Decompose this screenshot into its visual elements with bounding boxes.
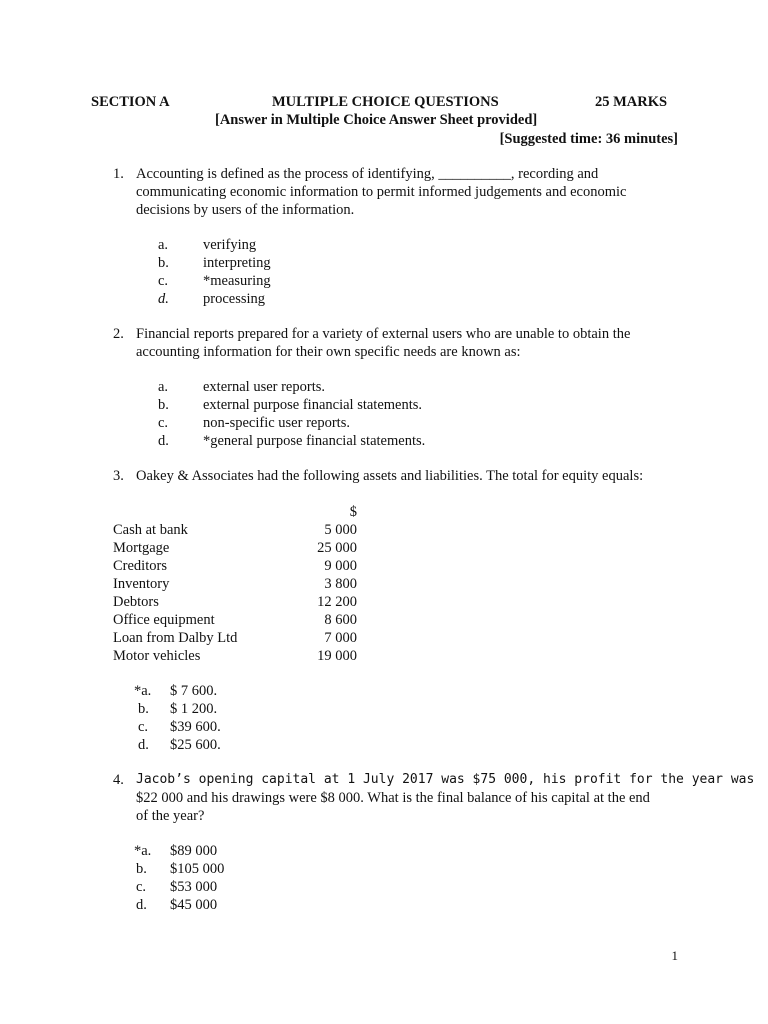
question-text-line: communicating economic information to permit informed judgements and economic [136, 184, 627, 200]
asset-amount: 3 800 [324, 576, 357, 592]
option-letter: d. [138, 737, 149, 753]
question-text-line: Jacob’s opening capital at 1 July 2017 was $75 000, his profit for the year was [136, 772, 755, 787]
option-letter: c. [158, 415, 169, 431]
option-text: external purpose financial statements. [203, 397, 423, 413]
asset-amount: 9 000 [324, 558, 357, 574]
question-text-line: accounting information for their own specific needs are known as: [136, 344, 521, 360]
question-text-line: of the year? [136, 808, 205, 824]
option-letter: c. [138, 719, 149, 735]
option-text: processing [203, 291, 266, 307]
option-letter: b. [138, 701, 149, 717]
question-number: 2. [113, 326, 124, 342]
option-letter: c. [136, 879, 147, 895]
option-letter: d. [158, 291, 169, 307]
question-text-line: Financial reports prepared for a variety of external users who are unable to obtain the [136, 326, 631, 342]
asset-amount: 5 000 [324, 522, 357, 538]
option-letter: d. [136, 897, 147, 913]
suggested-time: [Suggested time: 36 minutes] [499, 131, 678, 147]
option-letter: *a. [134, 683, 152, 699]
option-text: external user reports. [203, 379, 325, 395]
currency-header: $ [349, 504, 357, 520]
option-text: *general purpose financial statements. [203, 433, 426, 449]
answer-instruction: [Answer in Multiple Choice Answer Sheet provided] [215, 112, 538, 128]
option-text: $53 000 [170, 879, 218, 895]
question-number: 1. [113, 166, 124, 182]
option-letter: c. [158, 273, 169, 289]
asset-label: Motor vehicles [113, 648, 201, 664]
option-text: $ 7 600. [170, 683, 218, 699]
option-text: $45 000 [170, 897, 218, 913]
option-letter: *a. [134, 843, 152, 859]
option-text: $39 600. [170, 719, 221, 735]
asset-label: Cash at bank [113, 522, 188, 538]
option-letter: b. [158, 397, 169, 413]
option-text: non-specific user reports. [203, 415, 350, 431]
asset-label: Loan from Dalby Ltd [113, 630, 238, 646]
page-number: 1 [671, 948, 678, 963]
asset-amount: 19 000 [317, 648, 357, 664]
asset-label: Inventory [113, 576, 170, 592]
option-letter: a. [158, 379, 169, 395]
option-text: $25 600. [170, 737, 221, 753]
option-text: $105 000 [170, 861, 225, 877]
question-number: 3. [113, 468, 124, 484]
option-text: $89 000 [170, 843, 218, 859]
question-text-line: Oakey & Associates had the following assets and liabilities. The total for equity equals: [136, 468, 644, 484]
option-letter: a. [158, 237, 169, 253]
option-text: *measuring [203, 273, 271, 289]
question-number: 4. [113, 772, 124, 788]
section-label: SECTION A [91, 94, 170, 110]
option-letter: b. [136, 861, 147, 877]
asset-amount: 12 200 [317, 594, 357, 610]
option-text: $ 1 200. [170, 701, 218, 717]
question-text-line: decisions by users of the information. [136, 202, 355, 218]
asset-label: Creditors [113, 558, 167, 574]
option-text: verifying [203, 237, 257, 253]
section-title: MULTIPLE CHOICE QUESTIONS [272, 94, 499, 110]
question-text-line: Accounting is defined as the process of identifying, __________, recording and [136, 166, 599, 182]
asset-amount: 8 600 [324, 612, 357, 628]
asset-label: Office equipment [113, 612, 215, 628]
section-marks: 25 MARKS [595, 94, 668, 110]
question-text-line: $22 000 and his drawings were $8 000. What is the final balance of his capital at the end [136, 790, 650, 806]
option-text: interpreting [203, 255, 271, 271]
asset-label: Mortgage [113, 540, 170, 556]
asset-label: Debtors [113, 594, 159, 610]
asset-amount: 7 000 [324, 630, 357, 646]
asset-amount: 25 000 [317, 540, 357, 556]
option-letter: d. [158, 433, 169, 449]
option-letter: b. [158, 255, 169, 271]
